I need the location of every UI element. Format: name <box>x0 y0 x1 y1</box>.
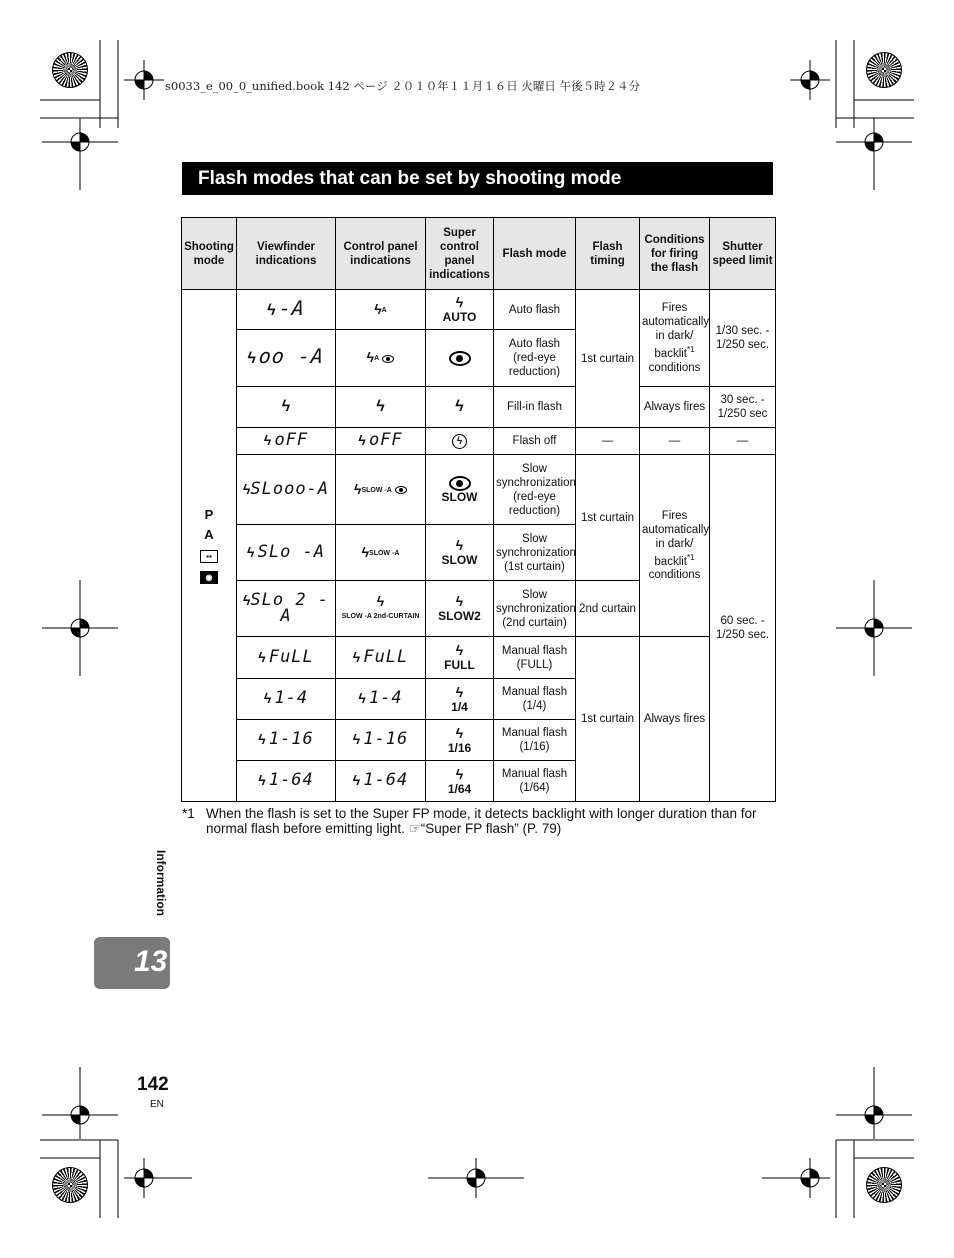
scp-indication: SLOW <box>441 489 478 504</box>
vf-indication: 1-64 <box>268 770 314 790</box>
scene-mode-icon: ◉ <box>200 571 218 584</box>
flash-mode-cell: Auto flash (red-eye reduction) <box>494 330 576 387</box>
vf-indication: SLo 2 -A <box>250 589 330 626</box>
footnote-text: When the flash is set to the Super FP mode, it detects backlight with longer duration than for normal flash before emitting light. <box>206 806 757 836</box>
header-flash-timing: Flash timing <box>576 218 640 290</box>
flash-icon: ϟ <box>263 690 272 706</box>
flash-icon: ϟ <box>455 724 464 741</box>
flash-icon: ϟ <box>455 642 464 658</box>
flash-mode-cell: Auto flash <box>494 290 576 330</box>
header-flash-mode: Flash mode <box>494 218 576 290</box>
flash-icon: ϟ <box>352 648 361 665</box>
scp-indication: SLOW <box>441 553 478 567</box>
cp-indication: SLOW -A <box>361 486 392 494</box>
page-language: EN <box>150 1099 164 1110</box>
timing-cell: — <box>576 428 640 455</box>
conditions-cell: Always fires <box>640 387 710 428</box>
mode-p: P <box>204 506 214 522</box>
flash-icon: ϟ <box>258 772 266 788</box>
shutter-cell: — <box>710 428 776 455</box>
vf-indication: 1-16 <box>268 729 314 749</box>
cp-indication: 1-4 <box>368 688 403 708</box>
timing-cell: 1st curtain <box>576 637 640 802</box>
conditions-cell: Fires automatically in dark/ backlit$^{*1}$ conditions <box>640 455 710 637</box>
flash-icon: ϟ <box>263 432 272 448</box>
vf-indication: SLo -A <box>257 541 326 562</box>
shutter-cell: 60 sec. - 1/250 sec. <box>710 455 776 802</box>
flash-icon: ϟ <box>281 397 291 415</box>
flash-icon: ϟ <box>361 543 370 560</box>
flash-mode-cell: Slow synchronization (red-eye reduction) <box>494 455 576 525</box>
scp-indication: SLOW2 <box>438 609 481 623</box>
flash-mode-cell: Fill-in flash <box>494 387 576 428</box>
header-viewfinder: Viewfinder indications <box>237 218 336 290</box>
flash-mode-cell: Slow synchronization (1st curtain) <box>494 525 576 581</box>
flash-icon: ϟ <box>267 301 276 319</box>
flash-icon: ϟ <box>242 591 251 608</box>
flash-icon: ϟ <box>455 294 464 310</box>
flash-icon: ϟ <box>258 648 266 665</box>
flash-mode-cell: Manual flash (FULL) <box>494 637 576 679</box>
vf-indication: 1-4 <box>274 688 309 708</box>
flash-icon: ϟ <box>358 432 366 448</box>
cp-indication: 1-16 <box>363 729 409 749</box>
cp-indication: 1-64 <box>363 770 409 790</box>
flash-mode-cell: Manual flash (1/16) <box>494 720 576 761</box>
timing-cell: 2nd curtain <box>576 581 640 637</box>
scp-indication: 1/16 <box>447 740 472 755</box>
flash-mode-cell: Manual flash (1/4) <box>494 679 576 720</box>
flash-icon: ϟ <box>352 772 361 788</box>
flash-icon: ϟ <box>366 349 375 365</box>
flash-icon: ϟ <box>358 690 366 706</box>
file-header-line: s0033_e_00_0_unified.book 142 ページ ２０１０年１１月１６日 火曜日 午後５時２４分 <box>165 79 641 93</box>
conditions-cell: Always fires <box>640 637 710 802</box>
flash-off-icon: ϟ <box>452 434 467 449</box>
flash-icon: ϟ <box>352 731 361 747</box>
flash-icon: ϟ <box>354 480 362 497</box>
scp-indication: 1/64 <box>447 781 472 796</box>
vf-indication: SLooo-A <box>250 478 330 499</box>
flash-icon: ϟ <box>242 480 251 497</box>
page-title: Flash modes that can be set by shooting mode <box>198 168 622 189</box>
header-shutter-limit: Shutter speed limit <box>710 218 776 290</box>
vf-indication: -A <box>277 295 307 320</box>
header-control-panel: Control panel indications <box>336 218 426 290</box>
footnote-mark: *1 <box>182 806 195 821</box>
vf-indication: oo -A <box>257 344 326 368</box>
flash-mode-cell: Flash off <box>494 428 576 455</box>
page-number: 142 <box>137 1074 169 1095</box>
flash-icon: ϟ <box>455 537 464 553</box>
scp-indication: 1/4 <box>451 699 468 714</box>
flash-icon: ϟ <box>376 397 385 415</box>
vf-indication: oFF <box>274 430 309 450</box>
flash-icon: ϟ <box>247 350 257 367</box>
cp-indication: FuLL <box>363 646 409 667</box>
scp-indication: FULL <box>444 658 475 672</box>
cp-indication: SLOW -A <box>369 549 400 557</box>
header-shooting-mode: Shooting mode <box>182 218 237 290</box>
shutter-cell: 1/30 sec. - 1/250 sec. <box>710 290 776 387</box>
mode-a: A <box>204 526 214 542</box>
flash-icon: ϟ <box>258 731 266 747</box>
timing-cell: 1st curtain <box>576 290 640 428</box>
reference-icon: ☞ <box>408 821 421 836</box>
flash-icon: ϟ <box>455 593 464 609</box>
chapter-number: 13 <box>134 945 168 978</box>
flash-icon: ϟ <box>455 397 464 415</box>
art-filter-mode-icon: ▪▪ <box>200 550 218 563</box>
flash-mode-cell: Slow synchronization (2nd curtain) <box>494 581 576 637</box>
scp-indication: AUTO <box>442 310 477 324</box>
shutter-cell: 30 sec. - 1/250 sec <box>710 387 776 428</box>
header-super-control-panel: Super control panel indications <box>426 218 494 290</box>
conditions-cell: — <box>640 428 710 455</box>
flash-icon: ϟ <box>455 765 464 782</box>
timing-cell: 1st curtain <box>576 455 640 581</box>
flash-icon: ϟ <box>455 683 464 700</box>
flash-icon: ϟ <box>374 300 382 317</box>
vf-indication: FuLL <box>268 646 314 667</box>
cp-indication: A <box>381 306 387 314</box>
flash-mode-cell: Manual flash (1/64) <box>494 761 576 802</box>
cp-indication: A <box>374 355 380 363</box>
flash-icon: ϟ <box>246 543 255 560</box>
flash-icon: ϟ <box>376 592 385 609</box>
cp-indication: SLOW -A 2nd-CURTAIN <box>341 612 420 620</box>
footnote-ref: “Super FP flash” (P. 79) <box>420 821 562 836</box>
section-side-label: Information <box>154 850 168 916</box>
conditions-cell: Fires automatically in dark/ backlit$^{*1}$ conditions <box>640 290 710 387</box>
cp-indication: oFF <box>368 430 403 450</box>
header-conditions: Conditions for firing the flash <box>640 218 710 290</box>
